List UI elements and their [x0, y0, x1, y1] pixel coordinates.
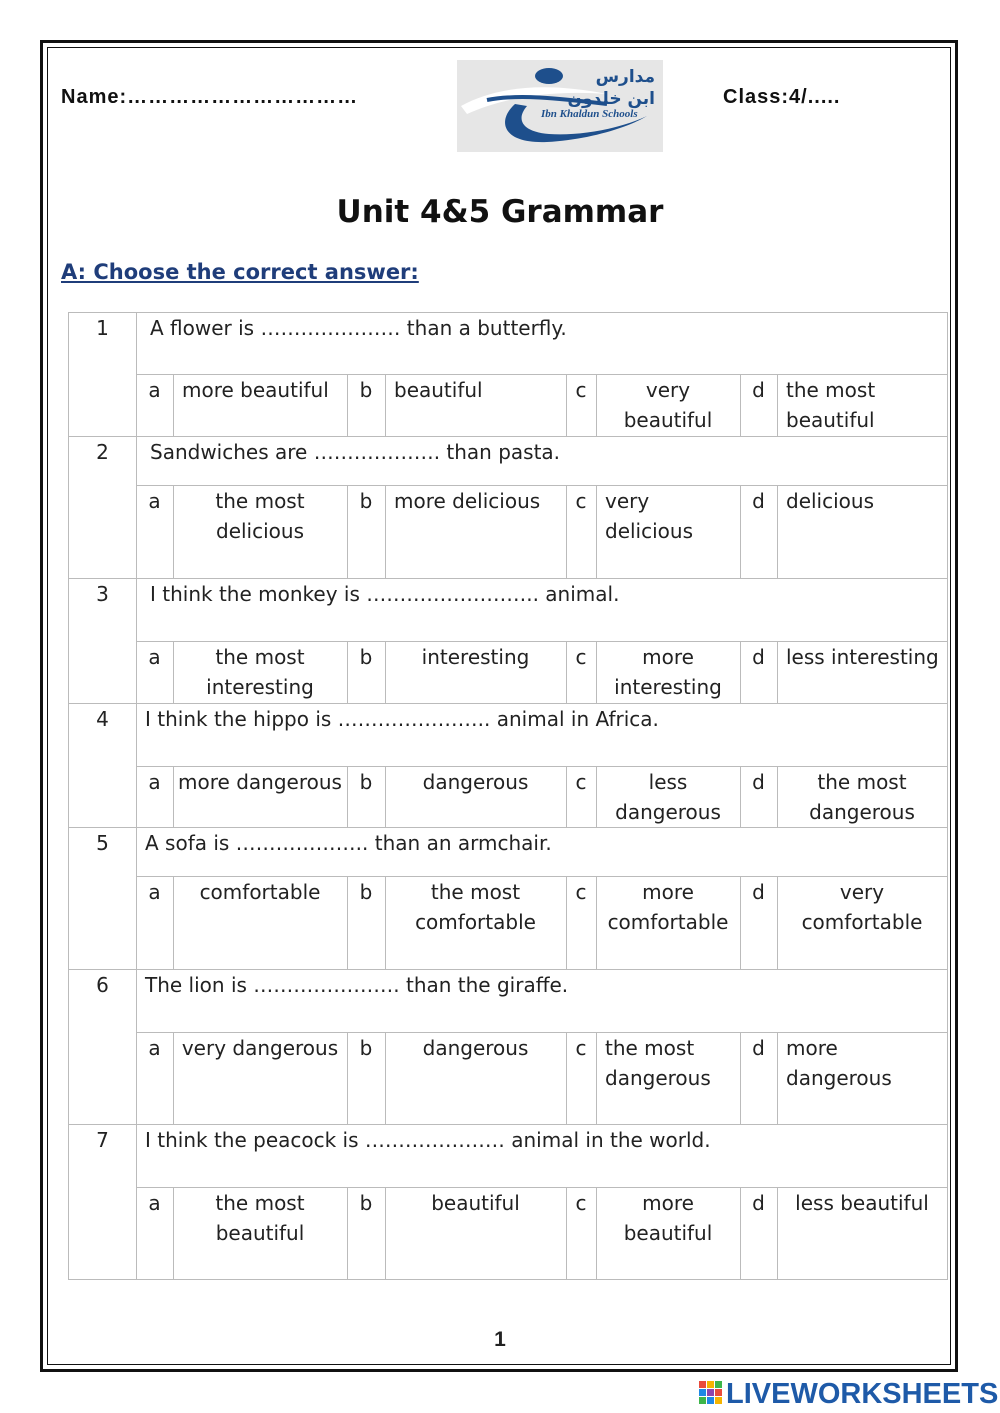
- option-answer-text: beautiful: [431, 1191, 520, 1215]
- option-answer-text: the most beautiful: [215, 1191, 305, 1245]
- question-number: 3: [96, 582, 109, 606]
- option-answer-text: very comfortable: [801, 880, 923, 934]
- class-label: Class:4/.....: [723, 86, 841, 108]
- option-answer-text: the most interesting: [206, 645, 314, 699]
- name-label: Name:……………………………: [61, 86, 359, 108]
- option-answer-text: more beautiful: [623, 1191, 713, 1245]
- option-letter: c: [575, 1036, 587, 1060]
- option-answer-text: the most dangerous: [605, 1036, 711, 1090]
- option-answer-text: less beautiful: [795, 1191, 929, 1215]
- option-letter: a: [148, 645, 161, 669]
- option-letter: b: [359, 645, 373, 669]
- option-answer-text: less dangerous: [615, 770, 721, 824]
- option-letter: d: [752, 489, 765, 513]
- question-text: I think the monkey is …………………….. animal.: [150, 582, 620, 606]
- question-text: A sofa is ……………….. than an armchair.: [145, 831, 552, 855]
- question-text: Sandwiches are ………………. than pasta.: [150, 440, 561, 464]
- question-number: 6: [96, 973, 109, 997]
- option-answer-text: the most comfortable: [415, 880, 536, 934]
- option-letter: a: [148, 770, 161, 794]
- option-answer-text: dangerous: [422, 1036, 529, 1060]
- option-letter: b: [359, 880, 373, 904]
- option-answer-text: the most beautiful: [786, 378, 876, 432]
- option-answer-text: more dangerous: [786, 1036, 892, 1090]
- option-letter: b: [359, 378, 373, 402]
- option-letter: d: [752, 770, 765, 794]
- option-answer-text: more interesting: [614, 645, 722, 699]
- question-text: I think the hippo is ………………….. animal in Africa.: [145, 707, 659, 731]
- option-answer-text: delicious: [786, 489, 874, 513]
- option-letter: a: [148, 1036, 161, 1060]
- option-letter: a: [148, 880, 161, 904]
- option-letter: b: [359, 1191, 373, 1215]
- option-letter: c: [575, 378, 587, 402]
- logo-english-text: Ibn Khaldun Schools: [541, 108, 638, 120]
- page-number: 1: [494, 1328, 506, 1351]
- option-answer-text: very dangerous: [181, 1036, 339, 1060]
- option-letter: a: [148, 489, 161, 513]
- liveworksheets-logo-icon: [699, 1381, 723, 1405]
- option-answer-text: dangerous: [422, 770, 529, 794]
- option-answer-text: more beautiful: [182, 378, 329, 402]
- option-answer-text: more delicious: [394, 489, 541, 513]
- option-answer-text: interesting: [421, 645, 530, 669]
- question-text: A flower is ………………… than a butterfly.: [150, 316, 567, 340]
- question-number: 1: [96, 316, 109, 340]
- question-number: 2: [96, 440, 109, 464]
- option-answer-text: more dangerous: [178, 770, 342, 794]
- question-text: The lion is …………………. than the giraffe.: [145, 973, 569, 997]
- option-letter: b: [359, 489, 373, 513]
- option-answer-text: very beautiful: [623, 378, 713, 432]
- option-answer-text: the most dangerous: [809, 770, 915, 824]
- question-number: 5: [96, 831, 109, 855]
- option-letter: d: [752, 378, 765, 402]
- watermark-text: LIVEWORKSHEETS: [726, 1378, 999, 1410]
- option-letter: d: [752, 1191, 765, 1215]
- option-answer-text: the most delicious: [215, 489, 305, 543]
- option-letter: c: [575, 489, 587, 513]
- logo-arabic-text: مدارس ابن خلدون: [567, 67, 655, 109]
- option-letter: c: [575, 770, 587, 794]
- option-letter: a: [148, 1191, 161, 1215]
- option-answer-text: more comfortable: [607, 880, 729, 934]
- option-letter: c: [575, 645, 587, 669]
- option-letter: b: [359, 1036, 373, 1060]
- option-answer-text: beautiful: [394, 378, 483, 402]
- option-answer-text: less interesting: [786, 645, 939, 669]
- question-number: 4: [96, 707, 109, 731]
- option-letter: a: [148, 378, 161, 402]
- school-logo: [457, 60, 663, 152]
- question-number: 7: [96, 1128, 109, 1152]
- option-answer-text: comfortable: [199, 880, 321, 904]
- option-letter: d: [752, 645, 765, 669]
- option-answer-text: very delicious: [605, 489, 693, 543]
- option-letter: b: [359, 770, 373, 794]
- option-letter: c: [575, 1191, 587, 1215]
- option-letter: c: [575, 880, 587, 904]
- page-title: Unit 4&5 Grammar: [336, 194, 664, 230]
- option-letter: d: [752, 880, 765, 904]
- option-letter: d: [752, 1036, 765, 1060]
- section-a-heading: A: Choose the correct answer:: [61, 260, 419, 284]
- question-text: I think the peacock is ………………… animal in the world.: [145, 1128, 711, 1152]
